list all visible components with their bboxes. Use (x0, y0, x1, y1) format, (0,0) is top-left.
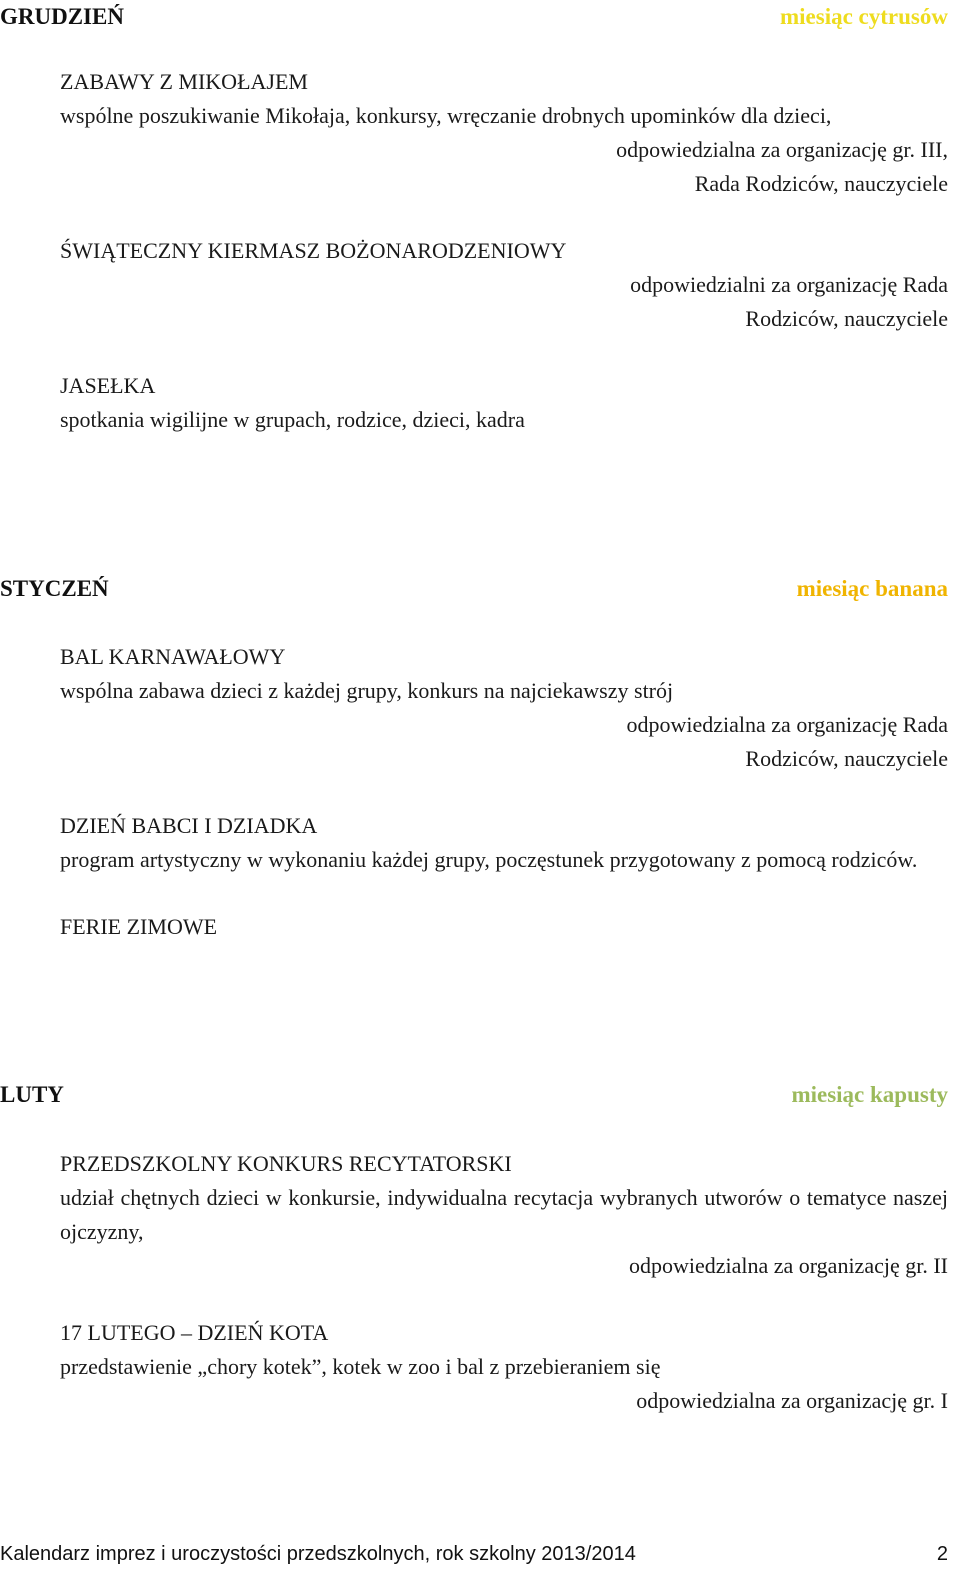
event-responsible: odpowiedzialna za organizację gr. II (628, 1253, 948, 1278)
event-responsible: odpowiedzialni za organizację Rada (630, 272, 948, 297)
event-responsible: Rodziców, nauczyciele (745, 306, 948, 331)
event-responsible: odpowiedzialna za organizację gr. III, (616, 137, 948, 162)
event-responsible: odpowiedzialna za organizację gr. I (636, 1388, 948, 1413)
page-footer (0, 1537, 948, 1571)
event-title: JASEŁKA (60, 373, 156, 398)
event-dzien-kota (60, 1316, 948, 1418)
event-responsible: Rodziców, nauczyciele (745, 746, 948, 771)
event-title: ZABAWY Z MIKOŁAJEM (60, 69, 308, 94)
event-dzien-babci-i-dziadka (60, 809, 948, 877)
month-name: LUTY (0, 1082, 64, 1107)
footer-title: Kalendarz imprez i uroczystości przedszkolnych, rok szkolny 2013/2014 (0, 1543, 636, 1565)
event-title: PRZEDSZKOLNY KONKURS RECYTATORSKI (60, 1151, 512, 1176)
event-title: 17 LUTEGO – DZIEŃ KOTA (60, 1320, 329, 1345)
event-description: spotkania wigilijne w grupach, rodzice, dzieci, kadra (60, 407, 525, 432)
event-title: BAL KARNAWAŁOWY (60, 644, 286, 669)
month-header-styczen (0, 572, 948, 606)
month-theme: miesiąc cytrusów (780, 4, 948, 29)
month-theme: miesiąc banana (796, 576, 948, 601)
month-theme: miesiąc kapusty (791, 1082, 948, 1107)
month-events-luty (60, 1147, 948, 1418)
event-description: wspólna zabawa dzieci z każdej grupy, konkurs na najciekawszy strój (60, 678, 674, 703)
event-bal-karnawalowy (60, 640, 948, 776)
event-title: DZIEŃ BABCI I DZIADKA (60, 813, 318, 838)
event-description: wspólne poszukiwanie Mikołaja, konkursy, wręczanie drobnych upominków dla dzieci, (60, 103, 832, 128)
page-number: 2 (936, 1543, 948, 1565)
event-jaselka (60, 369, 948, 437)
event-description: udział chętnych dzieci w konkursie, indywidualna recytacja wybranych utworów o tematyce naszej ojczyzny, (60, 1185, 948, 1244)
event-description: przedstawienie „chory kotek”, kotek w zoo i bal z przebieraniem się (60, 1354, 661, 1379)
event-konkurs-recytatorski (60, 1147, 948, 1283)
month-header-grudzien (0, 0, 948, 34)
event-title: FERIE ZIMOWE (60, 914, 218, 939)
event-kiermasz (60, 234, 948, 336)
event-description: program artystyczny w wykonaniu każdej grupy, poczęstunek przygotowany z pomocą rodziców. (60, 847, 918, 872)
event-responsible: Rada Rodziców, nauczyciele (694, 171, 948, 196)
event-ferie-zimowe (60, 910, 948, 944)
month-name: STYCZEŃ (0, 576, 109, 601)
event-title: ŚWIĄTECZNY KIERMASZ BOŻONARODZENIOWY (60, 238, 567, 263)
month-events-grudzien (60, 65, 948, 437)
month-name: GRUDZIEŃ (0, 4, 124, 29)
month-header-luty (0, 1078, 948, 1112)
event-zabawy-z-mikolajem (60, 65, 948, 201)
month-events-styczen (60, 640, 948, 944)
event-responsible: odpowiedzialna za organizację Rada (626, 712, 948, 737)
